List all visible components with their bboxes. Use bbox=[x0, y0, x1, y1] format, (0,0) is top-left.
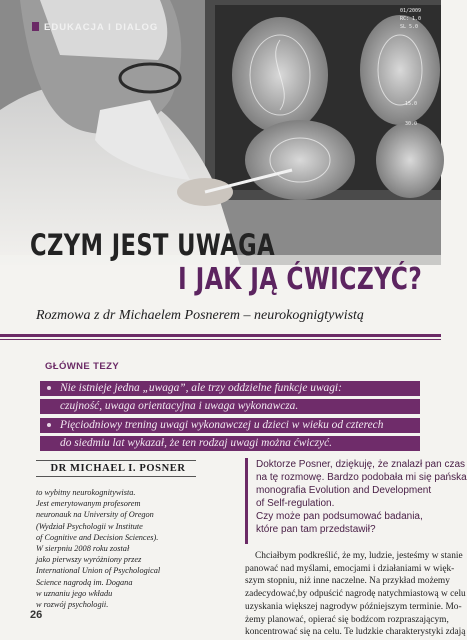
answer-line: żemy planować, opierać się bodźcom rozpraszającym, bbox=[245, 614, 449, 625]
question-line: które pan tam przedstawił? bbox=[256, 524, 376, 535]
svg-text:30.0: 30.0 bbox=[405, 121, 418, 127]
bio-line: jako pierwszy wyróżniony przez bbox=[36, 555, 142, 565]
thesis-1 bbox=[40, 381, 420, 417]
section-tag bbox=[32, 22, 158, 33]
answer-line: panować nad myślami, emocjami i działaniami w więk- bbox=[245, 563, 455, 574]
svg-text:01/2009: 01/2009 bbox=[400, 8, 422, 14]
bio-line: Jest emerytowanym profesorem bbox=[36, 499, 141, 509]
page-number: 26 bbox=[30, 609, 43, 621]
question-line: na tę rozmowę. Bardzo podobała mi się pańska bbox=[256, 472, 467, 483]
bio-line: W sierpniu 2008 roku został bbox=[36, 544, 130, 554]
interview-question bbox=[245, 458, 467, 536]
thesis-line: do siedmiu lat wykazał, że ten rodzaj uwagi można ćwiczyć. bbox=[40, 436, 420, 451]
svg-text:SL 5.0: SL 5.0 bbox=[400, 24, 419, 30]
answer-line: Chciałbym podkreślić, że my, ludzie, jesteśmy w stanie bbox=[255, 551, 463, 561]
author-sidebar bbox=[28, 460, 228, 610]
question-text bbox=[256, 458, 467, 536]
answer-line: koncentrować się na celu. Te ludzkie charakterystyki zdają bbox=[245, 627, 466, 638]
answer-line: szym stopniu, niż inne naczelne. Na przykład możemy bbox=[245, 576, 450, 587]
section-label: EDUKACJA I DIALOG bbox=[44, 22, 159, 33]
bio-line: w rozwój psychologii. bbox=[36, 600, 109, 610]
interview-answer bbox=[245, 550, 466, 639]
thesis-line: czujność, uwaga orientacyjna i uwaga wykonawcza. bbox=[40, 399, 420, 414]
theses-heading: GŁÓWNE TEZY bbox=[45, 361, 120, 372]
bio-line: International Union of Psychological bbox=[36, 566, 161, 576]
svg-text:15.0: 15.0 bbox=[405, 101, 418, 107]
bio-line: to wybitny neurokognitywista. bbox=[36, 488, 136, 497]
thesis-line: Pięciodniowy trening uwagi wykonawczej u dzieci w wieku od czterech bbox=[40, 418, 420, 433]
bio-line: Science nagrodą im. Dogana bbox=[36, 577, 133, 587]
headline-line-1: CZYM JEST UWAGA bbox=[30, 228, 275, 262]
author-bio bbox=[36, 487, 201, 610]
author-rule-top bbox=[36, 460, 196, 461]
bio-line: w uznaniu jego wkładu bbox=[36, 588, 113, 598]
question-line: Czy może pan podsumować badania, bbox=[256, 511, 423, 522]
bio-line: neuronauk na University of Oregon bbox=[36, 510, 154, 520]
thesis-line: Nie istnieje jedna „uwaga”, ale trzy oddzielne funkcje uwagi: bbox=[40, 381, 420, 396]
question-bar bbox=[245, 458, 248, 544]
scientist-with-brain-scans-image bbox=[0, 0, 441, 265]
answer-line: uzyskania większej nagrodyw późniejszym terminie. Mo- bbox=[245, 601, 462, 612]
bio-line: (Wydział Psychologii w Institute bbox=[36, 521, 143, 531]
svg-text:RC: 1.0: RC: 1.0 bbox=[400, 16, 422, 22]
question-line: of Self-regulation. bbox=[256, 498, 335, 509]
bio-line: of Cognitive and Decision Sciences). bbox=[36, 532, 159, 542]
author-rule-bottom bbox=[36, 476, 196, 477]
answer-line: zadecydować,by odpuścić nagrodę natychmiastową w celu bbox=[245, 589, 466, 600]
question-line: Doktorze Posner, dziękuję, że znalazł pan czas bbox=[256, 459, 465, 470]
thesis-2 bbox=[40, 418, 420, 454]
section-marker-icon bbox=[32, 22, 39, 31]
header-photo bbox=[0, 0, 441, 265]
subtitle: Rozmowa z dr Michaelem Posnerem – neurokognigtywistą bbox=[36, 308, 364, 323]
bullet-icon bbox=[47, 386, 51, 390]
question-line: monografia Evolution and Development bbox=[256, 485, 432, 496]
divider-rule bbox=[0, 334, 441, 337]
headline-line-2: I JAK JĄ ĆWICZYĆ? bbox=[178, 262, 423, 297]
divider-rule-thin bbox=[0, 339, 441, 340]
author-name: DR MICHAEL I. POSNER bbox=[50, 463, 186, 474]
bullet-icon bbox=[47, 423, 51, 427]
